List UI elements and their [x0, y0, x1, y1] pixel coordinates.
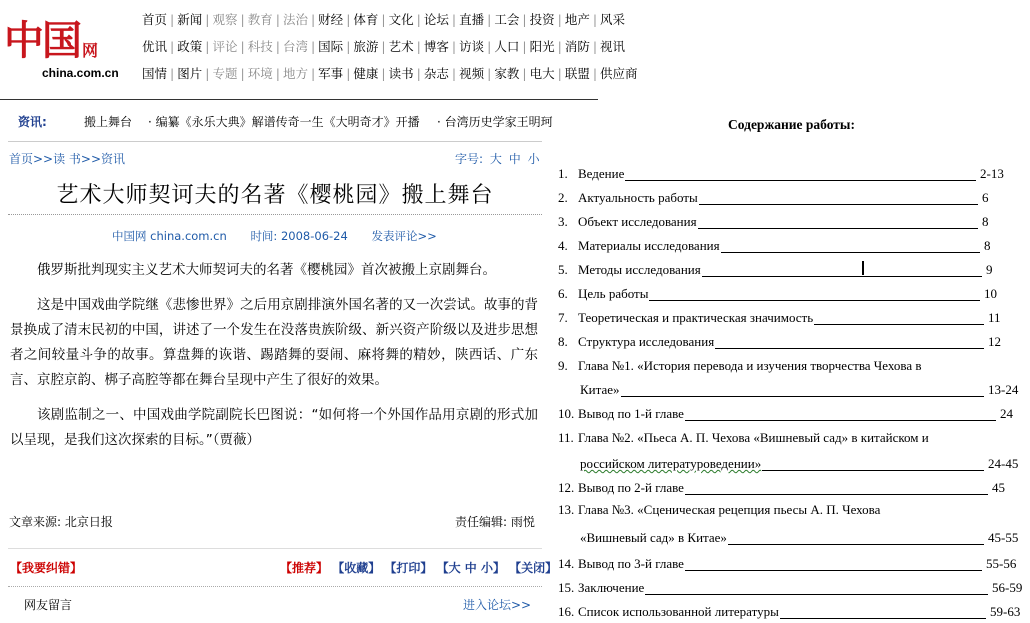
toc-title: Содержание работы:: [728, 117, 855, 132]
nav-separator: |: [275, 12, 280, 27]
divider: [8, 141, 542, 142]
nav-separator: |: [451, 12, 457, 27]
logo-domain: china.com.cn: [42, 66, 119, 80]
toc-item: [558, 190, 698, 206]
toc-leader-line: [685, 420, 996, 421]
toc-text: Материалы исследования: [578, 238, 720, 253]
toc-item: [558, 358, 921, 374]
toc-text: Вывод по 3-й главе: [578, 556, 684, 571]
nav-link[interactable]: 博客: [423, 39, 449, 54]
china-com-cn-logo[interactable]: [4, 18, 134, 88]
nav-separator: |: [346, 12, 351, 27]
toc-item: [558, 238, 720, 254]
text-cursor: [862, 261, 864, 275]
nav-separator: |: [416, 66, 421, 81]
toc-page-number: 13-24: [988, 382, 1019, 397]
article-tools: [280, 559, 557, 576]
toc-page-number: 24-45: [988, 456, 1019, 471]
toc-number: 6.: [558, 286, 568, 301]
toc-leader-line: [762, 470, 984, 471]
toc-number: 7.: [558, 310, 568, 325]
nav-link[interactable]: 供应商: [600, 66, 638, 81]
toc-leader-line: [702, 276, 982, 277]
nav-separator: |: [592, 66, 598, 81]
toc-text: Структура исследования: [578, 334, 715, 349]
toc-item: [558, 166, 624, 182]
text-size-button[interactable]: 【大 中 小】: [436, 561, 505, 575]
toc-number: 14.: [558, 556, 575, 571]
toc-leader-line: [649, 300, 980, 301]
toc-text: Заключение: [578, 580, 645, 595]
toc-number: 1.: [558, 166, 568, 181]
nav-separator: |: [487, 66, 492, 81]
ticker-link[interactable]: · 台湾历史学家王明珂: [437, 115, 553, 129]
nav-link[interactable]: 国情: [142, 66, 168, 81]
toc-number: 15.: [558, 580, 575, 595]
nav-separator: |: [170, 12, 175, 27]
nav-link[interactable]: 法治: [282, 12, 308, 27]
nav-link[interactable]: 财经: [318, 12, 344, 27]
divider: [8, 548, 542, 549]
divider: [8, 214, 542, 215]
top-navigation: [142, 11, 638, 92]
nav-separator: |: [487, 39, 492, 54]
toc-item: [558, 604, 779, 620]
toc-page-number: 59-63: [990, 604, 1021, 619]
nav-separator: |: [205, 12, 210, 27]
toc-text: Глава №2. «Пьеса А. П. Чехова «Вишневый сад» в китайском и: [578, 430, 929, 445]
article-headline: 艺术大师契诃夫的名著《樱桃园》搬上舞台: [56, 183, 494, 208]
nav-separator: |: [240, 66, 245, 81]
nav-link[interactable]: 观察: [212, 12, 238, 27]
nav-link[interactable]: 风采: [600, 12, 626, 27]
nav-link[interactable]: 新闻: [177, 12, 203, 27]
article-source: 文章来源: 北京日报: [9, 515, 113, 529]
toc-number: 3.: [558, 214, 568, 229]
nav-link[interactable]: 联盟: [564, 66, 590, 81]
font-size-switcher: [455, 150, 540, 167]
nav-link[interactable]: 政策: [177, 39, 203, 54]
nav-separator: |: [275, 39, 280, 54]
toc-number: 2.: [558, 190, 568, 205]
article-paragraph: 这是中国戏曲学院继《悲惨世界》之后用京剧排演外国名著的又一次尝试。故事的背景换成了清末民初的中国，讲述了一个发生在没落贵族阶级、新兴资产阶级以及进步思想者之间较量斗争的故事。算盘舞的诙谐、踢踏舞的耍闹、麻将舞的精妙，陕西话、广东言、京腔京韵、梆子高腔等都在舞台呈现中产生了很好的效果。: [10, 297, 538, 388]
print-button[interactable]: 【打印】: [384, 561, 433, 575]
nav-link[interactable]: 环境: [247, 66, 273, 81]
toc-page-number: 45: [992, 480, 1005, 495]
nav-link[interactable]: 论坛: [423, 12, 449, 27]
toc-text: Актуальность работы: [578, 190, 698, 205]
toc-page-number: 9: [986, 262, 993, 277]
toc-leader-line: [621, 396, 984, 397]
nav-link[interactable]: 直播: [459, 12, 485, 27]
nav-link[interactable]: 人口: [494, 39, 520, 54]
nav-separator: |: [416, 39, 421, 54]
nav-separator: |: [451, 66, 457, 81]
nav-link[interactable]: 评论: [212, 39, 238, 54]
nav-separator: |: [557, 12, 562, 27]
toc-item: [558, 286, 648, 302]
ticker-label: 资讯:: [18, 115, 47, 129]
toc-leader-line: [728, 544, 984, 545]
logo-glyph: 中国: [4, 17, 80, 64]
nav-link[interactable]: 文化: [388, 12, 414, 27]
close-button[interactable]: 【关闭】: [509, 561, 558, 575]
toc-item: [558, 214, 697, 230]
logo-wang: 网: [82, 41, 99, 60]
nav-separator: |: [170, 39, 175, 54]
post-comment-link[interactable]: 发表评论>>: [371, 229, 437, 243]
toc-text: Теоретическая и практическая значимость: [578, 310, 814, 325]
nav-separator: |: [310, 39, 316, 54]
toc-page-number: 8: [982, 214, 989, 229]
nav-separator: |: [310, 66, 316, 81]
article-editor: 责任编辑: 雨悦: [455, 515, 535, 529]
toc-leader-line: [698, 228, 978, 229]
toc-text-continuation: [580, 530, 727, 546]
nav-link[interactable]: 台湾: [282, 39, 308, 54]
toc-number: 12.: [558, 480, 575, 495]
nav-separator: |: [487, 12, 492, 27]
toc-number: 5.: [558, 262, 568, 277]
nav-row: [142, 38, 626, 65]
toc-item: [558, 502, 880, 518]
divider: [8, 586, 542, 587]
breadcrumb[interactable]: 首页>>读 书>>资讯: [9, 152, 126, 166]
nav-row: [142, 65, 638, 92]
toc-text: Список использованной литературы: [578, 604, 779, 619]
enter-forum-link[interactable]: 进入论坛>>: [463, 598, 532, 612]
nav-separator: |: [557, 39, 562, 54]
toc-page-number: 6: [982, 190, 989, 205]
meta-time: 时间: 2008-06-24: [250, 229, 348, 243]
nav-separator: |: [275, 66, 280, 81]
recommend-button[interactable]: 【推荐】: [280, 561, 329, 575]
toc-text: Глава №1. «История перевода и изучения творчества Чехова в: [578, 358, 922, 373]
nav-link[interactable]: 消防: [564, 39, 590, 54]
toc-text: Ведение: [578, 166, 625, 181]
article-paragraph: 该剧监制之一、中国戏曲学院副院长巴图说：“如何将一个外国作品用京剧的形式加以呈现，是我们这次探索的目标。”（贾薇）: [10, 407, 538, 448]
toc-leader-line: [721, 252, 980, 253]
report-error-button[interactable]: 【我要纠错】: [10, 561, 83, 575]
nav-link[interactable]: 读书: [388, 66, 414, 81]
nav-link[interactable]: 杂志: [423, 66, 449, 81]
nav-link[interactable]: 家教: [494, 66, 520, 81]
toc-page-number: 12: [988, 334, 1001, 349]
nav-separator: |: [416, 12, 421, 27]
nav-link[interactable]: 图片: [177, 66, 203, 81]
nav-link[interactable]: 访谈: [459, 39, 485, 54]
document-page: [552, 0, 1030, 623]
nav-separator: |: [381, 12, 386, 27]
toc-number: 16.: [558, 604, 575, 619]
nav-link[interactable]: 地产: [564, 12, 590, 27]
toc-leader-line: [685, 570, 982, 571]
nav-separator: |: [557, 66, 562, 81]
toc-number: 8.: [558, 334, 568, 349]
nav-separator: |: [170, 66, 175, 81]
article-meta: [112, 228, 457, 244]
nav-link[interactable]: 旅游: [353, 39, 379, 54]
nav-separator: |: [592, 12, 598, 27]
toc-page-number: 55-56: [986, 556, 1017, 571]
toc-text: российском литературоведении»: [580, 456, 762, 471]
nav-separator: |: [346, 39, 351, 54]
toc-item: [558, 310, 813, 326]
nav-link[interactable]: 健康: [353, 66, 379, 81]
toc-item: [558, 480, 684, 496]
news-ticker: [0, 113, 598, 131]
nav-link[interactable]: 体育: [353, 12, 379, 27]
toc-page-number: 11: [988, 310, 1001, 325]
nav-link[interactable]: 视频: [459, 66, 485, 81]
toc-item: [558, 430, 929, 446]
toc-page-number: 2-13: [980, 166, 1004, 181]
nav-separator: |: [381, 39, 386, 54]
nav-link[interactable]: 军事: [318, 66, 344, 81]
toc-text-continuation: [580, 456, 761, 472]
meta-site[interactable]: 中国网 china.com.cn: [112, 229, 227, 243]
nav-separator: |: [522, 12, 527, 27]
nav-link[interactable]: 艺术: [388, 39, 414, 54]
article-body: [10, 258, 538, 463]
toc-number: 9.: [558, 358, 568, 373]
nav-link[interactable]: 电大: [529, 66, 555, 81]
toc-leader-line: [645, 594, 988, 595]
nav-row: [142, 11, 626, 38]
nav-separator: |: [522, 39, 527, 54]
toc-page-number: 56-59: [992, 580, 1023, 595]
nav-link[interactable]: 教育: [247, 12, 273, 27]
toc-number: 10.: [558, 406, 575, 421]
toc-item: [558, 406, 684, 422]
nav-separator: |: [451, 39, 457, 54]
nav-link[interactable]: 视讯: [600, 39, 626, 54]
user-comments-heading: 网友留言: [24, 598, 73, 612]
toc-item: [558, 334, 714, 350]
toc-leader-line: [625, 180, 976, 181]
nav-separator: |: [310, 12, 316, 27]
nav-separator: |: [240, 12, 245, 27]
toc-text: Цель работы: [578, 286, 649, 301]
toc-text: «Вишневый сад» в Китае»: [580, 530, 727, 545]
nav-link[interactable]: 专题: [212, 66, 238, 81]
collect-button[interactable]: 【收藏】: [332, 561, 381, 575]
nav-link[interactable]: 国际: [318, 39, 344, 54]
toc-leader-line: [715, 348, 984, 349]
toc-page-number: 8: [984, 238, 991, 253]
toc-leader-line: [814, 324, 984, 325]
nav-link[interactable]: 科技: [247, 39, 273, 54]
toc-page-number: 45-55: [988, 530, 1019, 545]
divider: [0, 99, 598, 100]
nav-separator: |: [205, 66, 210, 81]
toc-page-number: 24: [1000, 406, 1013, 421]
toc-number: 4.: [558, 238, 568, 253]
nav-separator: |: [381, 66, 386, 81]
font-size-label: 字号:: [455, 152, 484, 166]
font-size-small[interactable]: 小: [527, 152, 540, 166]
toc-text: Методы исследования: [578, 262, 701, 277]
toc-leader-line: [699, 204, 978, 205]
ticker-link[interactable]: · 编纂《永乐大典》解谱传奇一生《大明奇才》开播: [148, 115, 420, 129]
nav-link[interactable]: 地方: [282, 66, 308, 81]
font-size-medium[interactable]: 中: [508, 152, 521, 166]
nav-link[interactable]: 首页: [142, 12, 168, 27]
nav-separator: |: [205, 39, 210, 54]
toc-leader-line: [685, 494, 988, 495]
font-size-large[interactable]: 大: [489, 152, 502, 166]
toc-page-number: 10: [984, 286, 997, 301]
toc-item: [558, 262, 701, 278]
nav-link[interactable]: 阳光: [529, 39, 555, 54]
article-paragraph: 俄罗斯批判现实主义艺术大师契诃夫的名著《樱桃园》首次被搬上京剧舞台。: [37, 262, 496, 278]
toc-leader-line: [780, 618, 986, 619]
toc-text: Вывод по 1-й главе: [578, 406, 684, 421]
toc-text-continuation: [580, 382, 620, 398]
toc-item: [558, 556, 684, 572]
toc-text: Китае»: [580, 382, 620, 397]
nav-link[interactable]: 投资: [529, 12, 555, 27]
nav-separator: |: [240, 39, 245, 54]
toc-text: Объект исследования: [578, 214, 697, 229]
toc-text: Глава №3. «Сценическая рецепция пьесы А. П. Чехова: [578, 502, 881, 517]
toc-number: 13.: [558, 502, 575, 517]
ticker-link[interactable]: 搬上舞台: [84, 115, 133, 129]
nav-link[interactable]: 工会: [494, 12, 520, 27]
nav-separator: |: [346, 66, 351, 81]
toc-item: [558, 580, 644, 596]
nav-separator: |: [522, 66, 527, 81]
toc-text: Вывод по 2-й главе: [578, 480, 684, 495]
nav-link[interactable]: 优讯: [142, 39, 168, 54]
nav-separator: |: [592, 39, 598, 54]
toc-number: 11.: [558, 430, 574, 445]
